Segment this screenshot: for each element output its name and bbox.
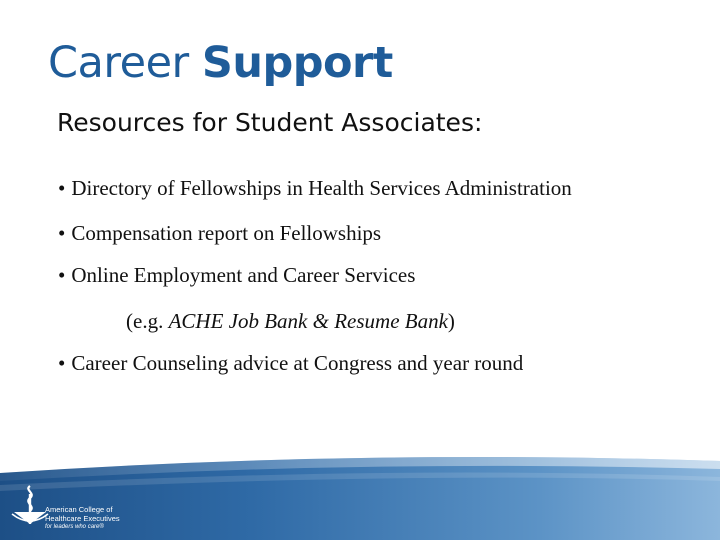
bullet-text: Compensation report on Fellowships: [71, 221, 382, 245]
bullet-item-directory: [58, 176, 572, 201]
slide-title: [48, 38, 393, 88]
bullet-item-counseling: [58, 351, 523, 376]
example-italic: ACHE Job Bank & Resume Bank: [168, 309, 448, 333]
slide-subtitle: Resources for Student Associates:: [57, 108, 483, 137]
bullet-text: Career Counseling advice at Congress and year round: [71, 351, 524, 375]
bullet-icon: •: [58, 176, 66, 200]
logo-line2: Healthcare Executives: [45, 514, 120, 523]
logo-text: [45, 505, 120, 532]
bullet-icon: •: [58, 263, 66, 287]
bullet-icon: •: [58, 221, 66, 245]
bullet-text: Directory of Fellowships in Health Services Administration: [71, 176, 572, 200]
example-suffix: ): [447, 309, 455, 333]
bullet-item-employment: [58, 263, 415, 288]
example-line: [126, 309, 455, 334]
bullet-icon: •: [58, 351, 66, 375]
title-word-career: Career: [48, 38, 189, 88]
bullet-item-compensation: [58, 221, 381, 246]
logo-line1: American College of: [45, 505, 113, 514]
example-prefix: (e.g.: [126, 309, 169, 333]
logo-tagline: for leaders who care®: [45, 524, 104, 530]
title-word-support: Support: [201, 38, 393, 88]
bullet-text: Online Employment and Career Services: [71, 263, 416, 287]
